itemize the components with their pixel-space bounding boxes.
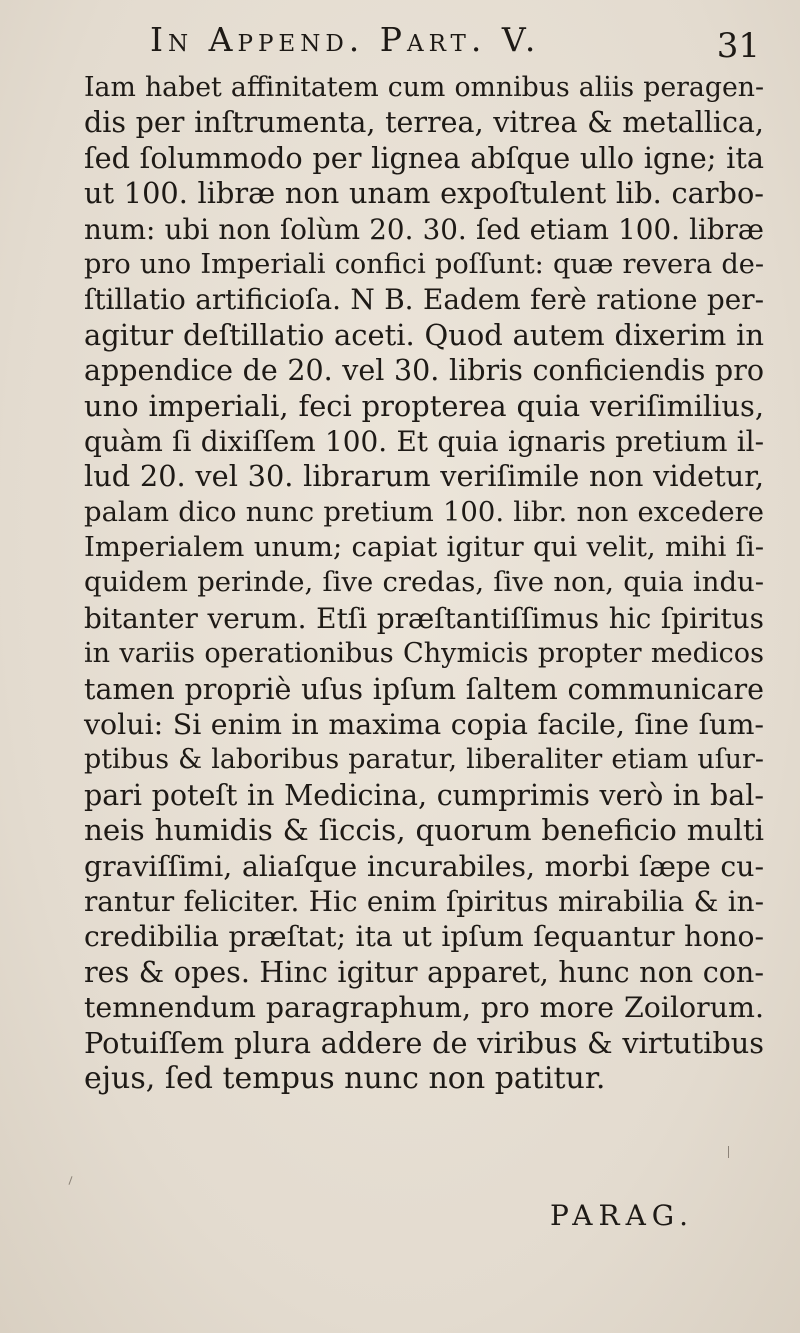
text-line: pro uno Imperiali confici poſſunt: quæ revera de- <box>84 248 764 280</box>
text-line: agitur deſtillatio aceti. Quod autem dixerim in <box>84 317 764 352</box>
text-line: graviſſimi, aliaſque incurabiles, morbi ſæpe cu- <box>84 849 764 883</box>
text-line: in variis operationibus Chymicis propter medicos <box>84 638 764 670</box>
text-line: volui: Si enim in maxima copia facile, ſine ſum- <box>84 708 764 742</box>
page-header <box>150 20 760 70</box>
text-line: dis per inſtrumenta, terrea, vitrea & metallica, <box>84 106 764 140</box>
text-line: ſtillatio artificioſa. N B. Eadem ferè ratione per- <box>84 283 764 317</box>
text-line: lud 20. vel 30. librarum veriſimile non videtur, <box>84 459 764 494</box>
text-line: bitanter verum. Etſi præſtantiſſimus hic ſpiritus <box>84 601 764 635</box>
running-head: In Append. Part. V. <box>150 20 541 59</box>
text-line: pari poteſt in Medicina, cumprimis verò in bal- <box>84 778 764 812</box>
text-line: tamen propriè uſus ipſum ſaltem communicare <box>84 672 764 706</box>
text-line: quàm ſi dixiſſem 100. Et quia ignaris pretium il- <box>84 424 764 458</box>
text-line: num: ubi non ſolùm 20. 30. ſed etiam 100. libræ <box>84 212 764 246</box>
text-line: temnendum paragraphum, pro more Zoilorum. <box>84 991 764 1025</box>
text-line: res & opes. Hinc igitur apparet, hunc non con- <box>84 954 764 989</box>
text-line: appendice de 20. vel 30. libris conficiendis pro <box>84 354 764 388</box>
page-number: 31 <box>716 26 760 66</box>
text-line: Imperialem unum; capiat igitur qui velit, mihi ſi- <box>84 531 764 564</box>
text-line-last: ejus, ſed tempus nunc non patitur. <box>84 1060 606 1096</box>
text-line: ſed ſolummodo per lignea abſque ullo igne; ita <box>84 140 764 175</box>
text-line: ut 100. libræ non unam expoſtulent lib. carbo- <box>84 176 764 211</box>
text-line: rantur feliciter. Hic enim ſpiritus mirabilia & in- <box>84 884 764 918</box>
text-line: uno imperiali, feci propterea quia veriſimilius, <box>84 388 764 423</box>
text-line: credibilia præſtat; ita ut ipſum ſequantur hono- <box>84 920 764 954</box>
text-line: ptibus & laboribus paratur, liberaliter etiam uſur- <box>84 744 764 776</box>
text-line: palam dico nunc pretium 100. libr. non excedere <box>84 496 764 528</box>
paper-crease <box>68 1176 72 1185</box>
body-text <box>84 70 764 1096</box>
text-line: Iam habet affinitatem cum omnibus aliis peragen- <box>84 72 764 103</box>
catchword: PARAG. <box>550 1199 695 1232</box>
text-line: Potuiſſem plura addere de viribus & virtutibus <box>84 1025 764 1060</box>
text-line: quidem perinde, ſive credas, ſive non, quia indu- <box>84 566 764 599</box>
text-line: neis humidis & ſiccis, quorum beneficio multi <box>84 813 764 848</box>
paper-crease <box>728 1146 729 1158</box>
